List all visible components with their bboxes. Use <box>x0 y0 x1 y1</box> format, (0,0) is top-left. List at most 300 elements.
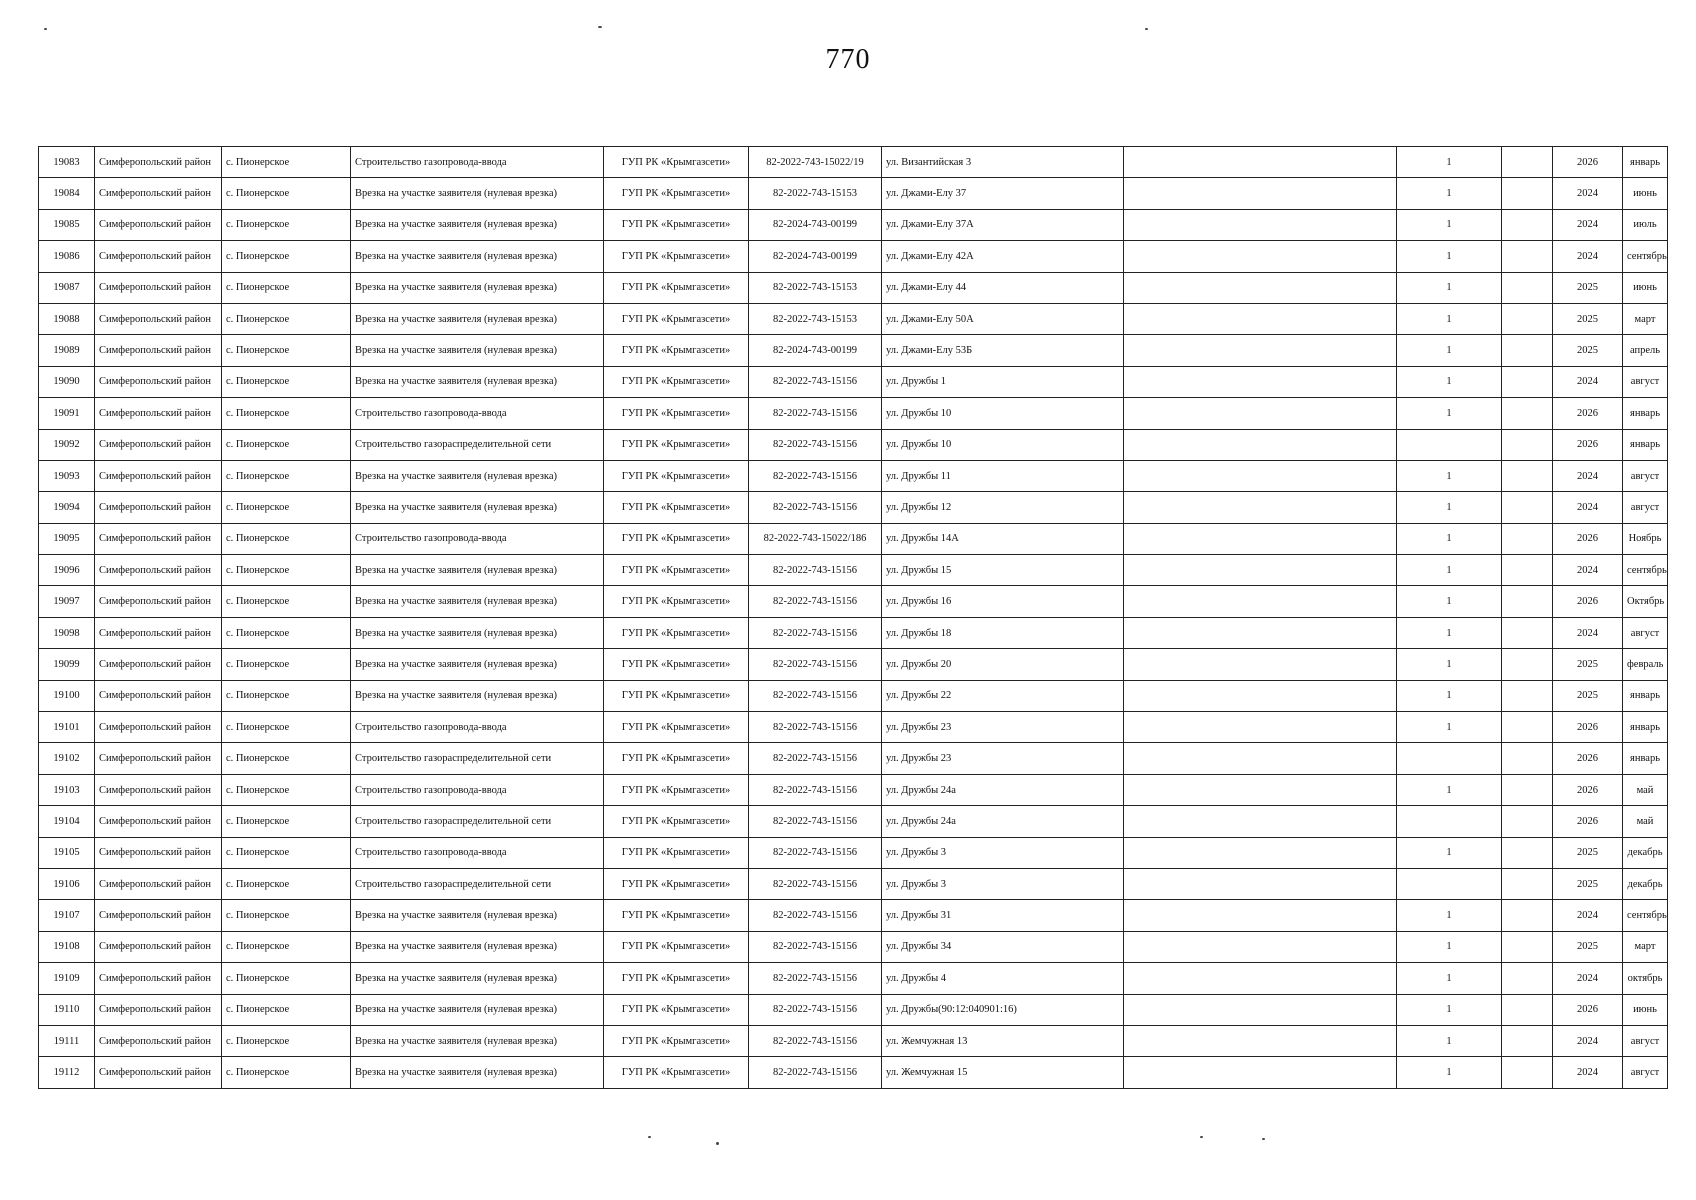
empty-cell <box>1502 209 1553 240</box>
empty-cell <box>1502 617 1553 648</box>
work-type-cell: Строительство газопровода-ввода <box>351 774 604 805</box>
empty-cell <box>1124 523 1397 554</box>
year-cell: 2024 <box>1553 209 1623 240</box>
empty-cell <box>1502 1025 1553 1056</box>
organization-cell: ГУП РК «Крымгазсети» <box>604 147 749 178</box>
month-cell: сентябрь <box>1623 900 1668 931</box>
month-cell: январь <box>1623 743 1668 774</box>
registry-number-cell: 82-2022-743-15156 <box>749 1025 882 1056</box>
organization-cell: ГУП РК «Крымгазсети» <box>604 868 749 899</box>
empty-cell <box>1502 680 1553 711</box>
work-type-cell: Строительство газопровода-ввода <box>351 837 604 868</box>
registry-number-cell: 82-2022-743-15156 <box>749 429 882 460</box>
organization-cell: ГУП РК «Крымгазсети» <box>604 1025 749 1056</box>
quantity-cell: 1 <box>1397 680 1502 711</box>
address-cell: ул. Джами-Елу 50А <box>882 303 1124 334</box>
registry-number-cell: 82-2022-743-15156 <box>749 617 882 648</box>
locality-cell: с. Пионерское <box>222 712 351 743</box>
work-type-cell: Врезка на участке заявителя (нулевая врезка) <box>351 649 604 680</box>
organization-cell: ГУП РК «Крымгазсети» <box>604 806 749 837</box>
year-cell: 2024 <box>1553 617 1623 648</box>
locality-cell: с. Пионерское <box>222 649 351 680</box>
row-number: 19111 <box>39 1025 95 1056</box>
locality-cell: с. Пионерское <box>222 1057 351 1088</box>
district-cell: Симферопольский район <box>95 460 222 491</box>
month-cell: июнь <box>1623 272 1668 303</box>
district-cell: Симферопольский район <box>95 523 222 554</box>
work-type-cell: Врезка на участке заявителя (нулевая врезка) <box>351 209 604 240</box>
row-number: 19104 <box>39 806 95 837</box>
organization-cell: ГУП РК «Крымгазсети» <box>604 994 749 1025</box>
empty-cell <box>1502 1057 1553 1088</box>
empty-cell <box>1124 366 1397 397</box>
registry-number-cell: 82-2022-743-15156 <box>749 460 882 491</box>
organization-cell: ГУП РК «Крымгазсети» <box>604 712 749 743</box>
year-cell: 2024 <box>1553 492 1623 523</box>
district-cell: Симферопольский район <box>95 1025 222 1056</box>
year-cell: 2026 <box>1553 398 1623 429</box>
month-cell: август <box>1623 1025 1668 1056</box>
empty-cell <box>1124 241 1397 272</box>
locality-cell: с. Пионерское <box>222 837 351 868</box>
locality-cell: с. Пионерское <box>222 900 351 931</box>
quantity-cell: 1 <box>1397 1057 1502 1088</box>
scan-speck <box>1200 1136 1203 1138</box>
work-type-cell: Врезка на участке заявителя (нулевая врезка) <box>351 1025 604 1056</box>
address-cell: ул. Дружбы 3 <box>882 837 1124 868</box>
row-number: 19092 <box>39 429 95 460</box>
table-row <box>39 366 1668 397</box>
registry-number-cell: 82-2024-743-00199 <box>749 241 882 272</box>
district-cell: Симферопольский район <box>95 429 222 460</box>
table-row <box>39 617 1668 648</box>
empty-cell <box>1502 806 1553 837</box>
locality-cell: с. Пионерское <box>222 492 351 523</box>
organization-cell: ГУП РК «Крымгазсети» <box>604 649 749 680</box>
organization-cell: ГУП РК «Крымгазсети» <box>604 931 749 962</box>
empty-cell <box>1124 931 1397 962</box>
registry-number-cell: 82-2022-743-15156 <box>749 649 882 680</box>
table-row <box>39 1057 1668 1088</box>
address-cell: ул. Дружбы 23 <box>882 712 1124 743</box>
table-row <box>39 900 1668 931</box>
year-cell: 2026 <box>1553 712 1623 743</box>
district-cell: Симферопольский район <box>95 1057 222 1088</box>
row-number: 19083 <box>39 147 95 178</box>
row-number: 19110 <box>39 994 95 1025</box>
district-cell: Симферопольский район <box>95 617 222 648</box>
locality-cell: с. Пионерское <box>222 178 351 209</box>
row-number: 19098 <box>39 617 95 648</box>
row-number: 19086 <box>39 241 95 272</box>
month-cell: январь <box>1623 680 1668 711</box>
year-cell: 2025 <box>1553 931 1623 962</box>
address-cell: ул. Дружбы 31 <box>882 900 1124 931</box>
empty-cell <box>1124 272 1397 303</box>
organization-cell: ГУП РК «Крымгазсети» <box>604 241 749 272</box>
table-row <box>39 743 1668 774</box>
table-row <box>39 806 1668 837</box>
organization-cell: ГУП РК «Крымгазсети» <box>604 963 749 994</box>
work-type-cell: Строительство газораспределительной сети <box>351 429 604 460</box>
table-row <box>39 712 1668 743</box>
work-type-cell: Врезка на участке заявителя (нулевая врезка) <box>351 460 604 491</box>
district-cell: Симферопольский район <box>95 272 222 303</box>
empty-cell <box>1502 492 1553 523</box>
empty-cell <box>1502 523 1553 554</box>
quantity-cell: 1 <box>1397 994 1502 1025</box>
quantity-cell <box>1397 429 1502 460</box>
table-row <box>39 272 1668 303</box>
district-cell: Симферопольский район <box>95 868 222 899</box>
empty-cell <box>1502 649 1553 680</box>
locality-cell: с. Пионерское <box>222 303 351 334</box>
year-cell: 2026 <box>1553 586 1623 617</box>
empty-cell <box>1502 931 1553 962</box>
year-cell: 2025 <box>1553 680 1623 711</box>
row-number: 19093 <box>39 460 95 491</box>
locality-cell: с. Пионерское <box>222 398 351 429</box>
empty-cell <box>1124 743 1397 774</box>
organization-cell: ГУП РК «Крымгазсети» <box>604 617 749 648</box>
address-cell: ул. Дружбы 10 <box>882 429 1124 460</box>
organization-cell: ГУП РК «Крымгазсети» <box>604 1057 749 1088</box>
work-type-cell: Строительство газопровода-ввода <box>351 523 604 554</box>
row-number: 19097 <box>39 586 95 617</box>
empty-cell <box>1502 429 1553 460</box>
quantity-cell <box>1397 806 1502 837</box>
registry-number-cell: 82-2022-743-15156 <box>749 555 882 586</box>
organization-cell: ГУП РК «Крымгазсети» <box>604 743 749 774</box>
registry-number-cell: 82-2022-743-15153 <box>749 303 882 334</box>
page-number: 770 <box>825 44 871 75</box>
district-cell: Симферопольский район <box>95 178 222 209</box>
quantity-cell: 1 <box>1397 837 1502 868</box>
address-cell: ул. Дружбы 18 <box>882 617 1124 648</box>
work-type-cell: Врезка на участке заявителя (нулевая врезка) <box>351 555 604 586</box>
empty-cell <box>1124 837 1397 868</box>
empty-cell <box>1502 868 1553 899</box>
registry-number-cell: 82-2022-743-15156 <box>749 806 882 837</box>
empty-cell <box>1124 649 1397 680</box>
quantity-cell <box>1397 743 1502 774</box>
year-cell: 2026 <box>1553 994 1623 1025</box>
year-cell: 2025 <box>1553 837 1623 868</box>
month-cell: май <box>1623 806 1668 837</box>
scan-speck <box>598 26 602 28</box>
registry-number-cell: 82-2022-743-15153 <box>749 178 882 209</box>
month-cell: сентябрь <box>1623 241 1668 272</box>
table-row <box>39 1025 1668 1056</box>
table-row <box>39 303 1668 334</box>
locality-cell: с. Пионерское <box>222 994 351 1025</box>
locality-cell: с. Пионерское <box>222 209 351 240</box>
locality-cell: с. Пионерское <box>222 241 351 272</box>
quantity-cell: 1 <box>1397 272 1502 303</box>
registry-number-cell: 82-2022-743-15156 <box>749 774 882 805</box>
table-row <box>39 963 1668 994</box>
quantity-cell: 1 <box>1397 178 1502 209</box>
table-row <box>39 774 1668 805</box>
organization-cell: ГУП РК «Крымгазсети» <box>604 837 749 868</box>
year-cell: 2024 <box>1553 366 1623 397</box>
year-cell: 2026 <box>1553 806 1623 837</box>
year-cell: 2025 <box>1553 272 1623 303</box>
quantity-cell: 1 <box>1397 931 1502 962</box>
empty-cell <box>1502 963 1553 994</box>
row-number: 19091 <box>39 398 95 429</box>
row-number: 19108 <box>39 931 95 962</box>
empty-cell <box>1502 555 1553 586</box>
empty-cell <box>1502 335 1553 366</box>
empty-cell <box>1124 900 1397 931</box>
district-cell: Симферопольский район <box>95 335 222 366</box>
address-cell: ул. Джами-Елу 37А <box>882 209 1124 240</box>
year-cell: 2024 <box>1553 178 1623 209</box>
year-cell: 2024 <box>1553 963 1623 994</box>
month-cell: июнь <box>1623 178 1668 209</box>
district-cell: Симферопольский район <box>95 147 222 178</box>
table-row <box>39 931 1668 962</box>
address-cell: ул. Дружбы 4 <box>882 963 1124 994</box>
month-cell: январь <box>1623 147 1668 178</box>
month-cell: октябрь <box>1623 963 1668 994</box>
row-number: 19096 <box>39 555 95 586</box>
work-type-cell: Врезка на участке заявителя (нулевая врезка) <box>351 366 604 397</box>
organization-cell: ГУП РК «Крымгазсети» <box>604 303 749 334</box>
district-cell: Симферопольский район <box>95 900 222 931</box>
table-row <box>39 147 1668 178</box>
locality-cell: с. Пионерское <box>222 931 351 962</box>
locality-cell: с. Пионерское <box>222 523 351 554</box>
year-cell: 2024 <box>1553 555 1623 586</box>
registry-number-cell: 82-2024-743-00199 <box>749 335 882 366</box>
registry-number-cell: 82-2022-743-15156 <box>749 743 882 774</box>
address-cell: ул. Джами-Елу 44 <box>882 272 1124 303</box>
locality-cell: с. Пионерское <box>222 1025 351 1056</box>
registry-number-cell: 82-2022-743-15156 <box>749 963 882 994</box>
empty-cell <box>1124 994 1397 1025</box>
table-row <box>39 429 1668 460</box>
quantity-cell: 1 <box>1397 366 1502 397</box>
address-cell: ул. Джами-Елу 42А <box>882 241 1124 272</box>
address-cell: ул. Дружбы 11 <box>882 460 1124 491</box>
work-type-cell: Врезка на участке заявителя (нулевая врезка) <box>351 963 604 994</box>
quantity-cell: 1 <box>1397 335 1502 366</box>
locality-cell: с. Пионерское <box>222 429 351 460</box>
empty-cell <box>1124 774 1397 805</box>
scan-speck <box>44 28 47 30</box>
row-number: 19094 <box>39 492 95 523</box>
row-number: 19101 <box>39 712 95 743</box>
table-row <box>39 586 1668 617</box>
quantity-cell: 1 <box>1397 712 1502 743</box>
address-cell: ул. Джами-Елу 53Б <box>882 335 1124 366</box>
table-row <box>39 209 1668 240</box>
year-cell: 2024 <box>1553 1025 1623 1056</box>
quantity-cell: 1 <box>1397 460 1502 491</box>
organization-cell: ГУП РК «Крымгазсети» <box>604 366 749 397</box>
address-cell: ул. Дружбы 10 <box>882 398 1124 429</box>
work-type-cell: Врезка на участке заявителя (нулевая врезка) <box>351 241 604 272</box>
empty-cell <box>1124 712 1397 743</box>
district-cell: Симферопольский район <box>95 931 222 962</box>
quantity-cell: 1 <box>1397 241 1502 272</box>
district-cell: Симферопольский район <box>95 994 222 1025</box>
registry-number-cell: 82-2022-743-15156 <box>749 1057 882 1088</box>
empty-cell <box>1124 303 1397 334</box>
registry-number-cell: 82-2022-743-15156 <box>749 868 882 899</box>
address-cell: ул. Дружбы 24а <box>882 806 1124 837</box>
empty-cell <box>1124 178 1397 209</box>
month-cell: июль <box>1623 209 1668 240</box>
work-type-cell: Врезка на участке заявителя (нулевая врезка) <box>351 931 604 962</box>
month-cell: декабрь <box>1623 837 1668 868</box>
locality-cell: с. Пионерское <box>222 147 351 178</box>
empty-cell <box>1124 1057 1397 1088</box>
work-type-cell: Врезка на участке заявителя (нулевая врезка) <box>351 178 604 209</box>
quantity-cell: 1 <box>1397 523 1502 554</box>
quantity-cell: 1 <box>1397 617 1502 648</box>
locality-cell: с. Пионерское <box>222 743 351 774</box>
locality-cell: с. Пионерское <box>222 586 351 617</box>
year-cell: 2025 <box>1553 335 1623 366</box>
address-cell: ул. Дружбы 3 <box>882 868 1124 899</box>
year-cell: 2024 <box>1553 1057 1623 1088</box>
table-body <box>39 147 1668 1089</box>
row-number: 19105 <box>39 837 95 868</box>
year-cell: 2025 <box>1553 303 1623 334</box>
month-cell: август <box>1623 460 1668 491</box>
registry-number-cell: 82-2022-743-15156 <box>749 586 882 617</box>
address-cell: ул. Дружбы(90:12:040901:16) <box>882 994 1124 1025</box>
year-cell: 2026 <box>1553 429 1623 460</box>
district-cell: Симферопольский район <box>95 837 222 868</box>
registry-number-cell: 82-2022-743-15156 <box>749 994 882 1025</box>
work-type-cell: Врезка на участке заявителя (нулевая врезка) <box>351 586 604 617</box>
locality-cell: с. Пионерское <box>222 272 351 303</box>
organization-cell: ГУП РК «Крымгазсети» <box>604 335 749 366</box>
row-number: 19100 <box>39 680 95 711</box>
month-cell: Октябрь <box>1623 586 1668 617</box>
row-number: 19087 <box>39 272 95 303</box>
year-cell: 2026 <box>1553 743 1623 774</box>
work-type-cell: Врезка на участке заявителя (нулевая врезка) <box>351 900 604 931</box>
locality-cell: с. Пионерское <box>222 868 351 899</box>
registry-number-cell: 82-2022-743-15156 <box>749 680 882 711</box>
table-row <box>39 241 1668 272</box>
month-cell: июнь <box>1623 994 1668 1025</box>
month-cell: май <box>1623 774 1668 805</box>
empty-cell <box>1124 335 1397 366</box>
month-cell: январь <box>1623 429 1668 460</box>
empty-cell <box>1502 303 1553 334</box>
empty-cell <box>1502 147 1553 178</box>
registry-number-cell: 82-2022-743-15156 <box>749 931 882 962</box>
month-cell: январь <box>1623 712 1668 743</box>
row-number: 19089 <box>39 335 95 366</box>
table-row <box>39 555 1668 586</box>
year-cell: 2025 <box>1553 649 1623 680</box>
address-cell: ул. Дружбы 23 <box>882 743 1124 774</box>
year-cell: 2024 <box>1553 900 1623 931</box>
empty-cell <box>1502 241 1553 272</box>
works-table <box>38 146 1668 1089</box>
district-cell: Симферопольский район <box>95 366 222 397</box>
row-number: 19109 <box>39 963 95 994</box>
registry-number-cell: 82-2022-743-15156 <box>749 712 882 743</box>
row-number: 19099 <box>39 649 95 680</box>
empty-cell <box>1124 680 1397 711</box>
address-cell: ул. Дружбы 15 <box>882 555 1124 586</box>
quantity-cell: 1 <box>1397 209 1502 240</box>
empty-cell <box>1124 868 1397 899</box>
empty-cell <box>1502 994 1553 1025</box>
empty-cell <box>1502 586 1553 617</box>
table-row <box>39 492 1668 523</box>
empty-cell <box>1124 492 1397 523</box>
month-cell: март <box>1623 931 1668 962</box>
empty-cell <box>1502 743 1553 774</box>
district-cell: Симферопольский район <box>95 963 222 994</box>
locality-cell: с. Пионерское <box>222 617 351 648</box>
locality-cell: с. Пионерское <box>222 806 351 837</box>
empty-cell <box>1124 209 1397 240</box>
row-number: 19102 <box>39 743 95 774</box>
quantity-cell: 1 <box>1397 303 1502 334</box>
district-cell: Симферопольский район <box>95 241 222 272</box>
address-cell: ул. Джами-Елу 37 <box>882 178 1124 209</box>
row-number: 19103 <box>39 774 95 805</box>
district-cell: Симферопольский район <box>95 774 222 805</box>
district-cell: Симферопольский район <box>95 555 222 586</box>
month-cell: Ноябрь <box>1623 523 1668 554</box>
organization-cell: ГУП РК «Крымгазсети» <box>604 492 749 523</box>
scan-speck <box>648 1136 651 1138</box>
organization-cell: ГУП РК «Крымгазсети» <box>604 523 749 554</box>
organization-cell: ГУП РК «Крымгазсети» <box>604 272 749 303</box>
empty-cell <box>1124 429 1397 460</box>
registry-number-cell: 82-2024-743-00199 <box>749 209 882 240</box>
address-cell: ул. Дружбы 14А <box>882 523 1124 554</box>
year-cell: 2025 <box>1553 868 1623 899</box>
address-cell: ул. Дружбы 34 <box>882 931 1124 962</box>
work-type-cell: Врезка на участке заявителя (нулевая врезка) <box>351 617 604 648</box>
empty-cell <box>1502 272 1553 303</box>
locality-cell: с. Пионерское <box>222 963 351 994</box>
address-cell: ул. Дружбы 12 <box>882 492 1124 523</box>
registry-number-cell: 82-2022-743-15156 <box>749 837 882 868</box>
address-cell: ул. Дружбы 22 <box>882 680 1124 711</box>
row-number: 19085 <box>39 209 95 240</box>
row-number: 19106 <box>39 868 95 899</box>
empty-cell <box>1502 900 1553 931</box>
month-cell: апрель <box>1623 335 1668 366</box>
work-type-cell: Врезка на участке заявителя (нулевая врезка) <box>351 335 604 366</box>
row-number: 19084 <box>39 178 95 209</box>
empty-cell <box>1502 712 1553 743</box>
registry-number-cell: 82-2022-743-15156 <box>749 398 882 429</box>
empty-cell <box>1124 586 1397 617</box>
work-type-cell: Строительство газопровода-ввода <box>351 398 604 429</box>
district-cell: Симферопольский район <box>95 806 222 837</box>
organization-cell: ГУП РК «Крымгазсети» <box>604 680 749 711</box>
district-cell: Симферопольский район <box>95 680 222 711</box>
work-type-cell: Врезка на участке заявителя (нулевая врезка) <box>351 994 604 1025</box>
table-row <box>39 460 1668 491</box>
address-cell: ул. Жемчужная 15 <box>882 1057 1124 1088</box>
month-cell: август <box>1623 492 1668 523</box>
